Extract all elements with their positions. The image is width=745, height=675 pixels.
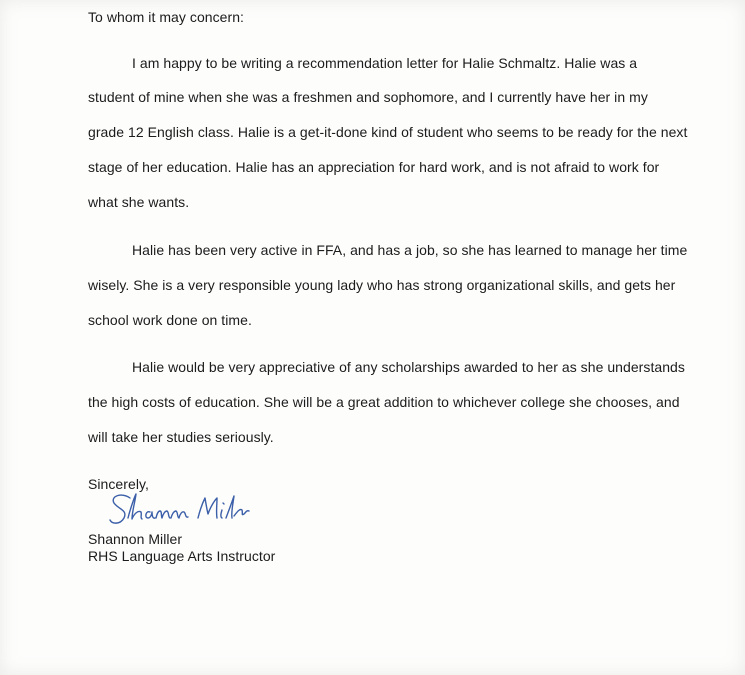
signer-title: RHS Language Arts Instructor — [88, 548, 276, 564]
paragraph-1-line-1: I am happy to be writing a recommendation letter for Halie Schmaltz. Halie was a — [132, 55, 638, 71]
paragraph-3-line-1: Halie would be very appreciative of any scholarships awarded to her as she understands — [132, 359, 685, 375]
paragraph-2-line-1: Halie has been very active in FFA, and has a job, so she has learned to manage her time — [132, 242, 688, 258]
paragraph-3-line-3: will take her studies seriously. — [88, 429, 274, 445]
handwritten-signature — [108, 488, 250, 530]
paragraph-1-line-3: grade 12 English class. Halie is a get-it-done kind of student who seems to be ready for the next — [88, 124, 688, 140]
salutation: To whom it may concern: — [88, 9, 244, 25]
paragraph-3-line-2: the high costs of education. She will be a great addition to whichever college she chooses, and — [88, 394, 680, 410]
paragraph-2-line-2: wisely. She is a very responsible young lady who has strong organizational skills, and gets her — [88, 277, 676, 293]
paragraph-1-line-2: student of mine when she was a freshmen and sophomore, and I currently have her in my — [88, 89, 648, 105]
paragraph-2-line-3: school work done on time. — [88, 312, 252, 328]
paragraph-1-line-5: what she wants. — [88, 194, 190, 210]
paragraph-1-line-4: stage of her education. Halie has an appreciation for hard work, and is not afraid to work for — [88, 159, 660, 175]
signer-name: Shannon Miller — [88, 531, 183, 547]
closing: Sincerely, — [88, 476, 149, 492]
